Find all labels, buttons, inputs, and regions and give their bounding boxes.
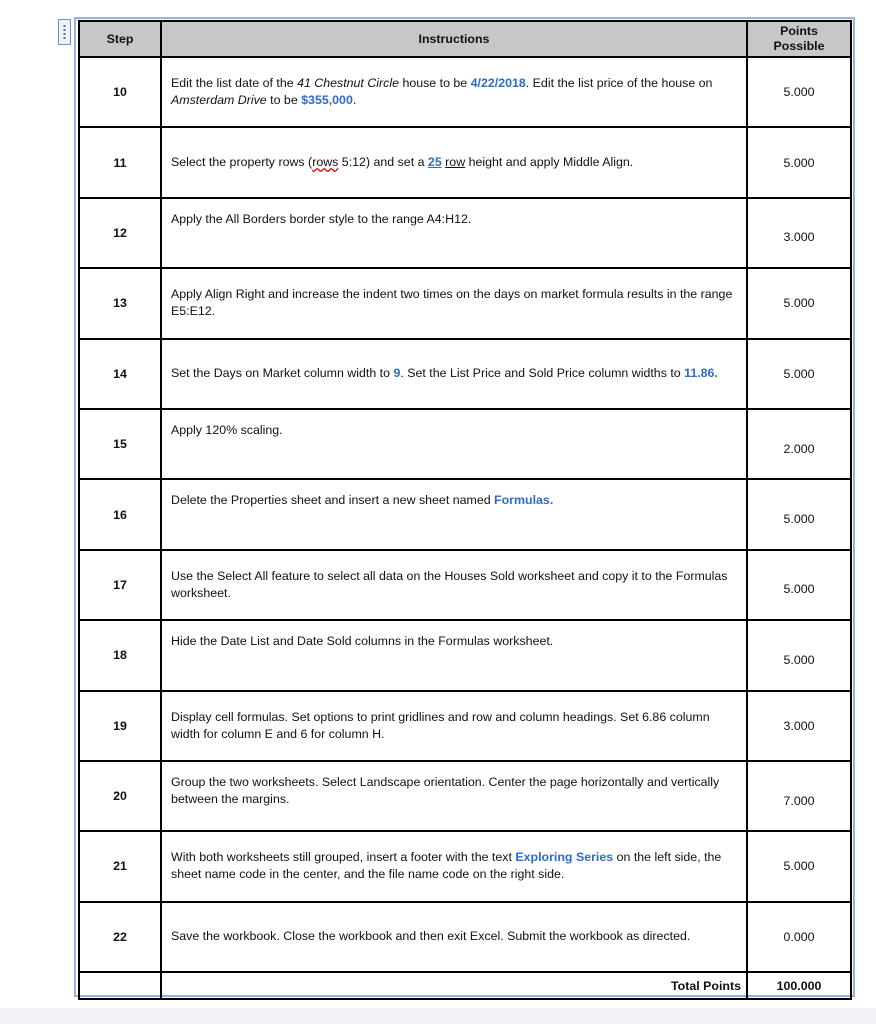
table-row xyxy=(79,691,851,761)
header-points xyxy=(747,21,851,57)
instruction-fragment: Formulas. xyxy=(494,493,554,508)
total-value: 100.000 xyxy=(747,972,851,999)
instruction-fragment: . xyxy=(352,93,357,108)
points-value: 3.000 xyxy=(747,691,851,761)
step-number: 20 xyxy=(79,761,161,831)
step-number: 14 xyxy=(79,339,161,409)
points-value: 5.000 xyxy=(747,550,851,620)
instruction-text xyxy=(161,550,747,620)
instruction-fragment: Save the workbook. Close the workbook and then exit Excel. Submit the workbook as directed. xyxy=(171,929,691,944)
step-number: 15 xyxy=(79,409,161,479)
header-step: Step xyxy=(79,21,161,57)
table-row xyxy=(79,57,851,127)
instruction-fragment: $355,000 xyxy=(301,93,353,108)
instruction-text xyxy=(161,339,747,409)
points-value: 5.000 xyxy=(747,620,851,690)
total-row xyxy=(79,972,851,999)
instruction-fragment: height and apply Middle Align. xyxy=(465,155,634,170)
instruction-fragment: to be xyxy=(266,93,302,108)
table-row xyxy=(79,550,851,620)
step-number: 17 xyxy=(79,550,161,620)
table-row xyxy=(79,831,851,901)
instruction-text xyxy=(161,127,747,197)
points-value: 7.000 xyxy=(747,761,851,831)
table-row xyxy=(79,902,851,972)
instruction-fragment: row xyxy=(445,155,466,170)
instruction-fragment: 41 Chestnut Circle xyxy=(297,76,399,91)
step-number: 16 xyxy=(79,479,161,549)
step-number: 21 xyxy=(79,831,161,901)
points-value: 5.000 xyxy=(747,127,851,197)
instruction-text xyxy=(161,902,747,972)
instruction-fragment: Amsterdam Drive xyxy=(171,93,267,108)
step-number: 12 xyxy=(79,198,161,268)
instruction-fragment: Delete the Properties sheet and insert a new sheet named xyxy=(171,493,495,508)
table-row xyxy=(79,620,851,690)
instruction-fragment: Edit the list date of the xyxy=(171,76,298,91)
instruction-text xyxy=(161,761,747,831)
table-row xyxy=(79,268,851,338)
points-value: 5.000 xyxy=(747,479,851,549)
instruction-fragment: 5:12) and set a xyxy=(338,155,428,170)
instruction-fragment: Display cell formulas. Set options to print gridlines and row and column headings. Set 6.86 column width for column E and 6 for column H. xyxy=(171,709,710,741)
header-row xyxy=(79,21,851,57)
move-handle-icon xyxy=(63,24,66,40)
instruction-fragment: Apply Align Right and increase the indent two times on the days on market formula results in the range E5:E12. xyxy=(171,287,733,319)
table-row xyxy=(79,198,851,268)
instruction-fragment: Apply 120% scaling. xyxy=(171,422,283,437)
instruction-text xyxy=(161,198,747,268)
table-row xyxy=(79,339,851,409)
instruction-fragment: 25 xyxy=(427,155,442,170)
step-number: 10 xyxy=(79,57,161,127)
instruction-fragment: Hide the Date List and Date Sold columns in the Formulas worksheet. xyxy=(171,634,554,649)
points-value: 5.000 xyxy=(747,831,851,901)
table-row xyxy=(79,409,851,479)
instruction-fragment: With both worksheets still grouped, insert a footer with the text xyxy=(171,850,516,865)
points-value: 5.000 xyxy=(747,57,851,127)
grading-rubric-table xyxy=(78,20,852,1000)
table-row xyxy=(79,479,851,549)
instruction-fragment: Exploring Series xyxy=(515,850,614,865)
instruction-fragment: Use the Select All feature to select all data on the Houses Sold worksheet and copy it to the Formulas worksheet. xyxy=(171,568,728,600)
instruction-text xyxy=(161,620,747,690)
instruction-fragment: Group the two worksheets. Select Landscape orientation. Center the page horizontally and vertically between the margins. xyxy=(171,774,720,806)
header-instructions: Instructions xyxy=(161,21,747,57)
table-row xyxy=(79,761,851,831)
header-points-line2: Possible xyxy=(773,39,825,53)
instruction-text xyxy=(161,57,747,127)
header-points-line1: Points xyxy=(780,24,818,38)
instruction-text xyxy=(161,691,747,761)
instruction-fragment: 11.86. xyxy=(684,366,718,381)
instruction-fragment: on the left side, the sheet name code in the center, and the file name code on the right side. xyxy=(171,850,722,882)
points-value: 2.000 xyxy=(747,409,851,479)
points-value: 3.000 xyxy=(747,198,851,268)
step-number: 19 xyxy=(79,691,161,761)
rubric-body xyxy=(79,57,851,972)
step-number: 11 xyxy=(79,127,161,197)
total-label: Total Points xyxy=(161,972,747,999)
instruction-fragment: Apply the All Borders border style to the range A4:H12. xyxy=(171,211,472,226)
instruction-text xyxy=(161,479,747,549)
points-value: 5.000 xyxy=(747,268,851,338)
instruction-fragment: 4/22/2018 xyxy=(470,76,526,91)
instruction-fragment: rows xyxy=(312,155,339,170)
instruction-fragment: . Set the List Price and Sold Price column widths to xyxy=(400,366,685,381)
total-empty-cell xyxy=(79,972,161,999)
step-number: 13 xyxy=(79,268,161,338)
instruction-fragment: Set the Days on Market column width to xyxy=(171,366,394,381)
step-number: 18 xyxy=(79,620,161,690)
step-number: 22 xyxy=(79,902,161,972)
table-row xyxy=(79,127,851,197)
instruction-fragment: house to be xyxy=(399,76,471,91)
points-value: 0.000 xyxy=(747,902,851,972)
table-move-handle[interactable] xyxy=(58,19,71,45)
instruction-text xyxy=(161,268,747,338)
instruction-fragment: . Edit the list price of the house on xyxy=(525,76,713,91)
bottom-strip xyxy=(0,1008,876,1024)
instruction-text xyxy=(161,831,747,901)
instruction-fragment: 9 xyxy=(393,366,401,381)
points-value: 5.000 xyxy=(747,339,851,409)
instruction-text xyxy=(161,409,747,479)
instruction-fragment: Select the property rows ( xyxy=(171,155,313,170)
